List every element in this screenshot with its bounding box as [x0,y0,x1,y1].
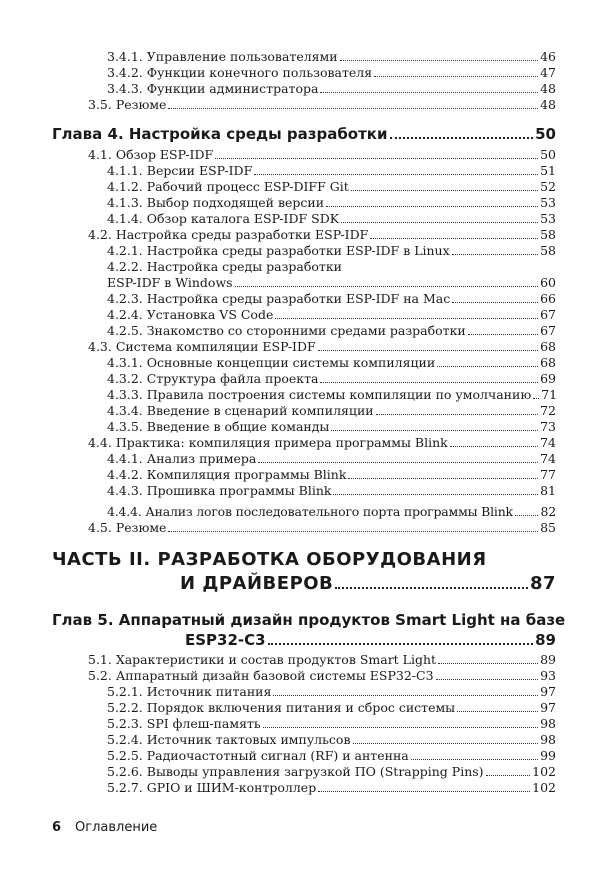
toc-title: 3.4.3. Функции администратора [107,81,319,96]
toc-leader [320,92,538,93]
toc-entry-5-2-2[interactable] [107,700,556,716]
toc-title: 4.3.1. Основные концепции системы компиляции [107,355,436,370]
toc-page: 99 [540,748,556,763]
toc-leader [258,462,538,463]
toc-title: 5.2.2. Порядок включения питания и сброс системы [107,700,456,715]
toc-title: 4.1.4. Обзор каталога ESP-IDF SDK [107,211,340,226]
part-title: И ДРАЙВЕРОВ [180,573,334,594]
toc-entry-4-3-3[interactable] [107,387,556,403]
toc-part-2[interactable] [180,572,556,596]
toc-title: 4.2.4. Установка VS Code [107,307,274,322]
toc-entry-4-4-2[interactable] [107,467,556,483]
toc-leader [318,791,530,792]
toc-chapter-5[interactable] [185,630,556,650]
toc-page: 93 [540,668,556,683]
toc-entry-4-2-5[interactable] [107,323,556,339]
toc-leader [450,446,538,447]
toc-title: 3.5. Резюме [88,97,167,112]
toc-leader [457,711,538,712]
toc-title: 4.2.3. Настройка среды разработки ESP-IDF на Mac [107,291,451,306]
toc-leader [168,531,538,532]
toc-leader [533,398,539,399]
toc-entry-5-2-3[interactable] [107,716,556,732]
toc-leader [340,60,538,61]
toc-page: 82 [540,504,556,519]
toc-entry-5-2-6[interactable] [107,764,556,780]
toc-leader [452,254,538,255]
toc-leader [376,414,538,415]
chapter-page: 89 [535,631,556,649]
toc-leader [331,430,538,431]
toc-page: 53 [540,211,556,226]
toc-leader [335,587,528,589]
toc-entry-5-2-7[interactable] [107,780,556,796]
toc-title: 5.2.3. SPI флеш-память [107,716,261,731]
toc-leader [215,158,538,159]
toc-title: 4.5. Резюме [88,520,167,535]
toc-leader [168,108,538,109]
toc-title: 5.2.1. Источник питания [107,684,272,699]
toc-page: 46 [540,49,556,64]
part-page: 87 [529,573,556,594]
toc-title: 4.1. Обзор ESP-IDF [88,147,214,162]
toc-entry-3-4-2[interactable] [107,65,556,81]
toc-entry-4-1-3[interactable] [107,195,556,211]
toc-page: 81 [540,483,556,498]
toc-page: 98 [540,732,556,747]
toc-leader [370,238,538,239]
toc-title: 4.1.3. Выбор подходящей версии [107,195,325,210]
toc-title: 4.4.4. Анализ логов последовательного порта программы Blink [107,504,513,519]
toc-page: 50 [540,147,556,162]
toc-entry-3-4-3[interactable] [107,81,556,97]
toc-page: 48 [540,97,556,112]
toc-leader [437,366,538,367]
toc-title: 4.2.1. Настройка среды разработки ESP-IDF в Linux [107,243,450,258]
toc-entry-4-4[interactable] [88,435,556,451]
toc-leader [353,743,539,744]
toc-title: 5.2.5. Радиочастотный сигнал (RF) и антенна [107,748,409,763]
toc-title: 5.2.7. GPIO и ШИМ-контроллер [107,780,317,795]
toc-entry-4-4-4[interactable] [107,504,556,520]
toc-page: 67 [540,323,556,338]
running-footer-section: Оглавление [75,820,158,835]
toc-entry-4-1[interactable] [88,147,556,163]
toc-leader [333,494,538,495]
toc-entry-3-5[interactable] [88,97,556,113]
toc-title: 5.2.6. Выводы управления загрузкой ПО (Strapping Pins) [107,764,484,779]
toc-page: 66 [540,291,556,306]
toc-page: 51 [540,163,556,178]
toc-leader [515,515,539,516]
toc-page: 58 [540,227,556,242]
toc-entry-4-1-1[interactable] [107,163,556,179]
toc-entry-4-1-2[interactable] [107,179,556,195]
toc-leader [275,318,538,319]
toc-leader [320,382,538,383]
toc-leader [374,76,538,77]
toc-leader [263,727,538,728]
toc-leader [254,174,538,175]
toc-entry-4-2[interactable] [88,227,556,243]
toc-leader [390,137,534,139]
toc-entry-5-2[interactable] [88,668,556,684]
toc-entry-4-3-1[interactable] [107,355,556,371]
toc-leader [452,302,538,303]
toc-title: 5.2. Аппаратный дизайн базовой системы ESP32-C3 [88,668,434,683]
toc-page: 67 [540,307,556,322]
toc-title: 4.3.4. Введение в сценарий компиляции [107,403,374,418]
toc-leader [436,679,539,680]
toc-title: 3.4.1. Управление пользователями [107,49,338,64]
toc-page: 72 [540,403,556,418]
toc-page: 68 [540,339,556,354]
toc-page: 71 [541,387,558,402]
chapter-5-title-line1[interactable]: Глав 5. Аппаратный дизайн продуктов Smart Light на базе [52,611,566,629]
toc-entry-4-4-1[interactable] [107,451,556,467]
toc-entry-4-2-4[interactable] [107,307,556,323]
toc-entry-4-3-2[interactable] [107,371,556,387]
toc-page: 52 [540,179,556,194]
toc-entry-4-2-2-line1[interactable]: 4.2.2. Настройка среды разработки [107,259,342,274]
toc-title: 3.4.2. Функции конечного пользователя [107,65,373,80]
toc-page: 102 [532,780,556,795]
toc-page: 58 [540,243,556,258]
toc-page: 60 [540,275,556,290]
toc-leader [351,190,538,191]
toc-entry-4-2-3[interactable] [107,291,556,307]
toc-leader [438,663,538,664]
toc-entry-5-2-4[interactable] [107,732,556,748]
toc-page: 77 [540,467,556,482]
toc-title: 4.2.5. Знакомство со сторонними средами разработки [107,323,466,338]
toc-title: 5.1. Характеристики и состав продуктов Smart Light [88,652,437,667]
toc-page: 47 [540,65,556,80]
toc-page: 85 [540,520,556,535]
toc-title: 4.3.5. Введение в общие команды [107,419,330,434]
chapter-title: ESP32-C3 [185,631,266,649]
toc-entry-3-4-1[interactable] [107,49,556,65]
toc-leader [326,206,538,207]
toc-title: 4.1.1. Версии ESP-IDF [107,163,253,178]
toc-leader [268,643,534,645]
toc-entry-5-1[interactable] [88,652,556,668]
toc-page: 48 [540,81,556,96]
toc-entry-4-3-5[interactable] [107,419,556,435]
toc-entry-4-2-2[interactable] [107,275,556,291]
toc-title: 4.2. Настройка среды разработки ESP-IDF [88,227,369,242]
toc-title: 4.4.3. Прошивка программы Blink [107,483,332,498]
toc-leader [235,286,539,287]
toc-title: 4.3. Система компиляции ESP-IDF [88,339,316,354]
toc-title: 4.4.2. Компиляция программы Blink [107,467,347,482]
toc-leader [318,350,538,351]
toc-chapter-4[interactable] [52,124,556,144]
toc-leader [341,222,538,223]
toc-entry-5-2-5[interactable] [107,748,556,764]
toc-title: 4.4. Практика: компиляция примера программы Blink [88,435,448,450]
toc-page: 69 [540,371,556,386]
toc-page: 74 [540,435,556,450]
chapter-title: Глава 4. Настройка среды разработки [52,125,388,143]
toc-leader [273,695,538,696]
toc-title: 4.1.2. Рабочий процесс ESP-DIFF Git [107,179,349,194]
toc-entry-4-3[interactable] [88,339,556,355]
toc-page: 102 [532,764,556,779]
toc-entry-4-4-3[interactable] [107,483,556,499]
chapter-page: 50 [535,125,556,143]
toc-entry-4-2-1[interactable] [107,243,556,259]
part-2-title-line1[interactable]: ЧАСТЬ II. РАЗРАБОТКА ОБОРУДОВАНИЯ [52,549,487,570]
toc-leader [411,759,538,760]
page-number: 6 [52,820,62,835]
toc-page: 53 [540,195,556,210]
toc-title: 5.2.4. Источник тактовых импульсов [107,732,351,747]
toc-entry-4-1-4[interactable] [107,211,556,227]
toc-page: 68 [540,355,556,370]
toc-entry-4-5[interactable] [88,520,556,536]
toc-title: ESP-IDF в Windows [107,275,233,290]
toc-page: 97 [540,700,556,715]
toc-leader [468,334,538,335]
toc-leader [486,775,531,776]
toc-leader [348,478,538,479]
toc-page: 89 [540,652,556,667]
toc-page: 74 [540,451,556,466]
toc-title: 4.4.1. Анализ примера [107,451,257,466]
toc-page: 73 [540,419,556,434]
toc-title: 4.3.3. Правила построения системы компиляции по умолчанию [107,387,532,402]
toc-page: 98 [540,716,556,731]
toc-entry-4-3-4[interactable] [107,403,556,419]
toc-entry-5-2-1[interactable] [107,684,556,700]
toc-title: 4.3.2. Структура файла проекта [107,371,319,386]
toc-page: 97 [540,684,556,699]
page-footer [52,820,157,835]
